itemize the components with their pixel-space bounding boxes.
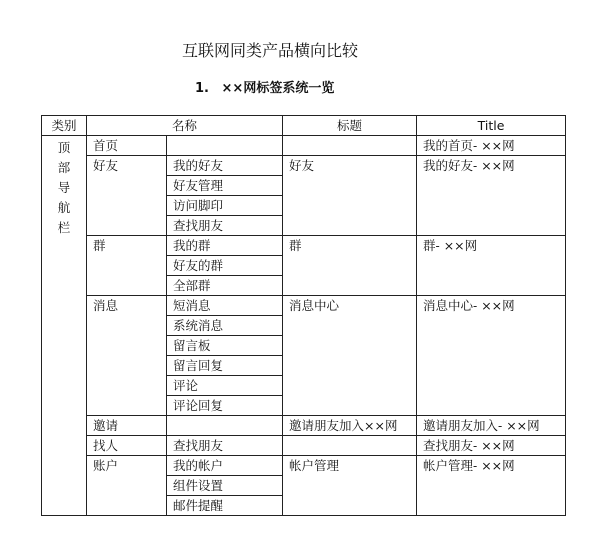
item-name-cell: 全部群 <box>167 276 283 296</box>
item-name-cell: 好友管理 <box>167 176 283 196</box>
table-row <box>42 416 566 436</box>
table-row <box>42 456 566 476</box>
table-row <box>42 136 566 156</box>
category-cell <box>42 136 87 516</box>
heading-cell <box>283 436 417 456</box>
item-name-cell: 组件设置 <box>167 476 283 496</box>
table-header-row <box>42 116 566 136</box>
page-title-cell: 群- ××网 <box>417 236 566 296</box>
heading-cell: 好友 <box>283 156 417 236</box>
item-name-cell: 好友的群 <box>167 256 283 276</box>
item-name-cell: 邮件提醒 <box>167 496 283 516</box>
page-title-cell: 帐户管理- ××网 <box>417 456 566 516</box>
page-title-cell: 邀请朋友加入- ××网 <box>417 416 566 436</box>
table-row <box>42 236 566 256</box>
table-row <box>42 296 566 316</box>
section-number: 1. <box>195 81 209 96</box>
heading-cell: 群 <box>283 236 417 296</box>
item-name-cell: 留言板 <box>167 336 283 356</box>
header-name: 名称 <box>87 116 283 136</box>
item-name-cell <box>167 416 283 436</box>
item-name-cell: 评论回复 <box>167 396 283 416</box>
item-name-cell: 短消息 <box>167 296 283 316</box>
page-title-cell: 查找朋友- ××网 <box>417 436 566 456</box>
item-name-cell: 我的帐户 <box>167 456 283 476</box>
group-name-cell: 找人 <box>87 436 167 456</box>
item-name-cell: 查找朋友 <box>167 436 283 456</box>
group-name-cell: 消息 <box>87 296 167 416</box>
heading-cell: 消息中心 <box>283 296 417 416</box>
section-heading <box>195 77 334 96</box>
item-name-cell <box>167 136 283 156</box>
heading-cell <box>283 136 417 156</box>
heading-cell: 邀请朋友加入××网 <box>283 416 417 436</box>
page-title-cell: 我的好友- ××网 <box>417 156 566 236</box>
item-name-cell: 访问脚印 <box>167 196 283 216</box>
page-title-cell: 消息中心- ××网 <box>417 296 566 416</box>
category-label: 顶部导航栏 <box>57 140 71 235</box>
item-name-cell: 评论 <box>167 376 283 396</box>
header-category: 类别 <box>42 116 87 136</box>
group-name-cell: 账户 <box>87 456 167 516</box>
table-body <box>42 136 566 516</box>
group-name-cell: 邀请 <box>87 416 167 436</box>
item-name-cell: 查找朋友 <box>167 216 283 236</box>
comparison-table <box>41 115 566 516</box>
item-name-cell: 我的群 <box>167 236 283 256</box>
document-title: 互联网同类产品横向比较 <box>181 41 358 60</box>
section-title: ××网标签系统一览 <box>221 81 335 96</box>
group-name-cell: 首页 <box>87 136 167 156</box>
heading-cell: 帐户管理 <box>283 456 417 516</box>
header-heading: 标题 <box>283 116 417 136</box>
item-name-cell: 留言回复 <box>167 356 283 376</box>
group-name-cell: 好友 <box>87 156 167 236</box>
item-name-cell: 系统消息 <box>167 316 283 336</box>
table-row <box>42 436 566 456</box>
group-name-cell: 群 <box>87 236 167 296</box>
page-title-cell: 我的首页- ××网 <box>417 136 566 156</box>
table-row <box>42 156 566 176</box>
item-name-cell: 我的好友 <box>167 156 283 176</box>
header-title: Title <box>417 116 566 136</box>
